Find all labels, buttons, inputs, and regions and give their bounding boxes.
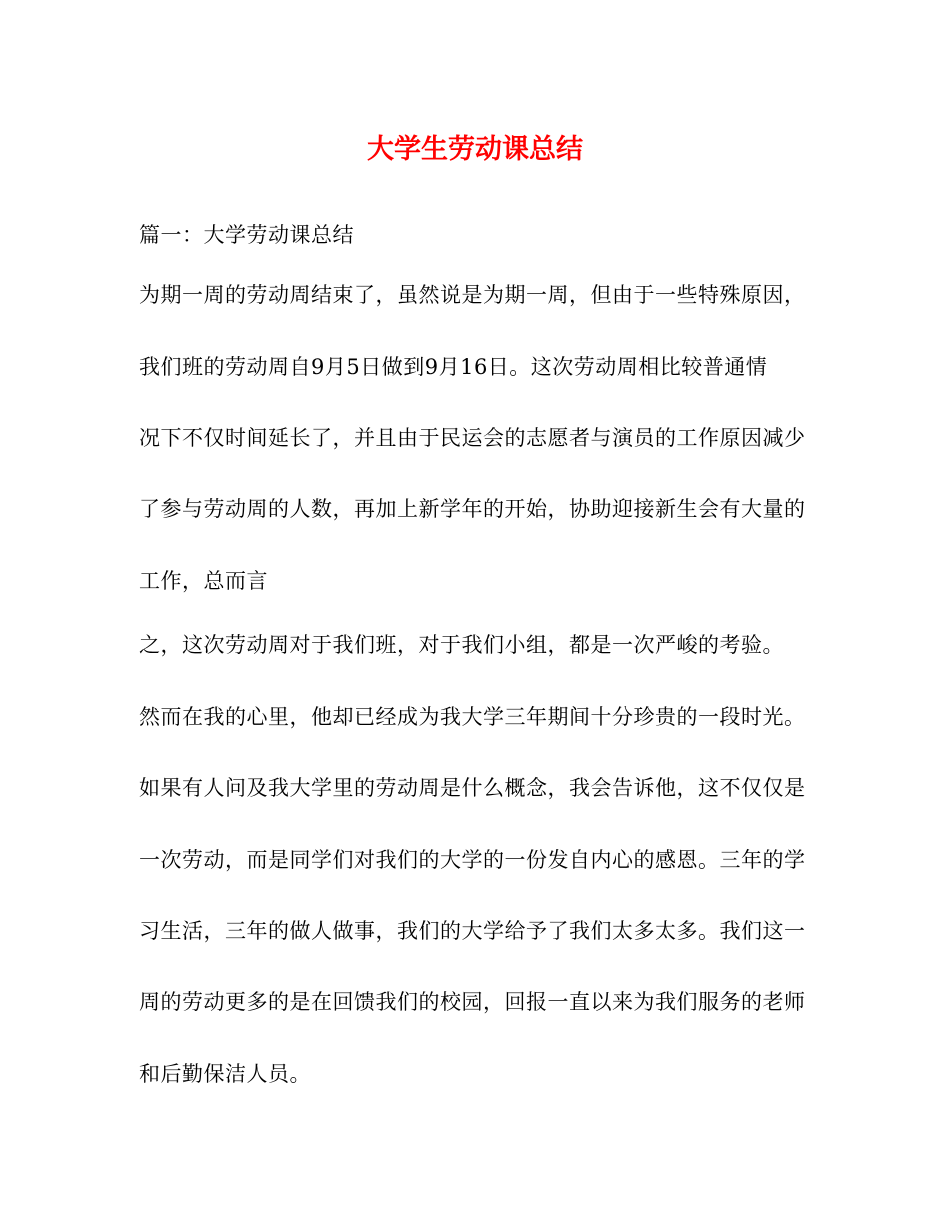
body-line: 我们班的劳动周自9月5日做到9月16日。这次劳动周相比较普通情 (139, 355, 768, 379)
body-line: 为期一周的劳动周结束了，虽然说是为期一周，但由于一些特殊原因， (139, 283, 806, 307)
document-title: 大学生劳动课总结 (367, 134, 583, 165)
body-line: 工作，总而言 (139, 569, 268, 593)
body-line: 了参与劳动周的人数，再加上新学年的开始，协助迎接新生会有大量的 (139, 497, 806, 521)
body-line: 和后勤保洁人员。 (139, 1062, 311, 1086)
body-line: 然而在我的心里，他却已经成为我大学三年期间十分珍贵的一段时光。 (139, 705, 806, 729)
body-line: 周的劳动更多的是在回馈我们的校园，回报一直以来为我们服务的老师 (139, 990, 806, 1014)
body-line: 况下不仅时间延长了，并且由于民运会的志愿者与演员的工作原因减少 (139, 426, 806, 450)
section-heading: 篇一：大学劳动课总结 (139, 223, 354, 247)
body-line: 如果有人问及我大学里的劳动周是什么概念，我会告诉他，这不仅仅是 (139, 776, 806, 800)
body-line: 之，这次劳动周对于我们班，对于我们小组，都是一次严峻的考验。 (139, 633, 784, 657)
body-line: 一次劳动，而是同学们对我们的大学的一份发自内心的感恩。三年的学 (139, 848, 806, 872)
body-line: 习生活，三年的做人做事，我们的大学给予了我们太多太多。我们这一 (139, 919, 806, 943)
